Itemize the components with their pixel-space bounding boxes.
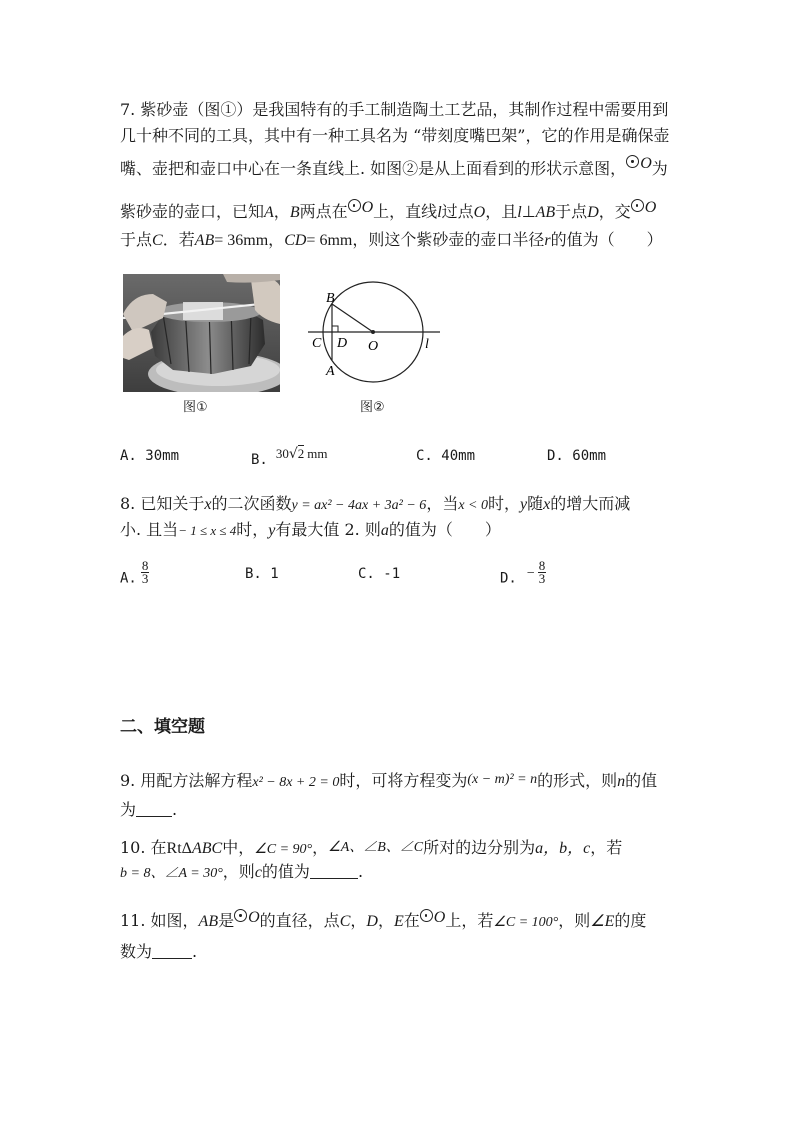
q8-line-2: 小. 且当− 1 ≤ x ≤ 4时，y有最大值 2. 则a的值为（ ） [120,520,501,539]
label-b: B [326,291,335,306]
section-heading: 二、填空题 [120,717,205,737]
q10-answer-blank[interactable] [310,864,358,879]
label-o: O [368,339,379,354]
circle-diagram [300,280,450,385]
q11-line-1: 11. 如图，AB是 O的直径，点C，D，E在 O上，若∠C = 100°，则∠E的度 [120,909,647,930]
label-a: A [326,364,335,379]
circle-dot-icon [631,199,644,212]
q8-option-a[interactable]: A. $\frac{8}{3}$ [120,558,149,587]
q7-option-d[interactable]: D. 60mm [547,448,607,464]
label-l: l [425,337,429,352]
q8-option-b[interactable]: B. 1 [245,566,279,582]
center-point [371,330,375,334]
q7-line-4: 紫砂壶的壶口，已知A，B两点在 O上，直线l过点O，且l⊥AB于点D，交 O [120,199,657,221]
q11-line-2: 数为 . [120,942,198,961]
q7-line-2: 几十种不同的工具，其中有一种工具名为 “带刻度嘴巴架”，它的作用是确保壶 [120,126,670,145]
q7-option-a[interactable]: A. 30mm [120,448,180,464]
q7-option-c[interactable]: C. 40mm [416,448,476,464]
circle-dot-icon [420,909,433,922]
q7-line-5: 于点C．若AB= 36mm，CD= 6mm，则这个紫砂壶的壶口半径r的值为（ ） [120,230,663,249]
label-c: C [312,336,322,351]
fig2-caption: 图② [360,400,385,415]
q7-option-b[interactable]: B. 30√2 mm [251,446,328,468]
q8-option-d[interactable]: D. − $\frac{8}{3}$ [500,558,546,587]
q9-answer-blank[interactable] [136,802,172,817]
q8-line-1: 8. 已知关于x的二次函数y = ax² − 4ax + 3a² − 6，当x < 0时，y随x的增大而减 [120,494,631,513]
teapot-photo [123,274,280,392]
q7-line-1: 7. 紫砂壶（图①）是我国特有的手工制造陶土工艺品，其制作过程中需要用到 [120,100,669,119]
label-d: D [337,336,348,351]
q8-option-c[interactable]: C. -1 [358,566,401,582]
q9-line-1: 9. 用配方法解方程x² − 8x + 2 = 0时，可将方程变为(x − m)² = n的形式，则n的值 [120,771,658,790]
q9-line-2: 为 . [120,800,178,819]
right-angle-mark [332,326,338,332]
circle-dot-icon [234,909,247,922]
circle-dot-icon [626,155,639,168]
circle-dot-icon [348,199,361,212]
q10-line-2: b = 8、∠A = 30°，则c的值为 . [120,862,364,881]
q7-line-3: 嘴、壶把和壶口中心在一条直线上. 如图②是从上面看到的形状示意图， O为 [120,155,668,178]
q11-answer-blank[interactable] [152,944,192,959]
fig1-caption: 图① [183,400,208,415]
q10-line-1: 10. 在RtΔABC中，∠C = 90°，∠A、∠B、∠C所对的边分别为a，b，c，若 [120,838,623,857]
